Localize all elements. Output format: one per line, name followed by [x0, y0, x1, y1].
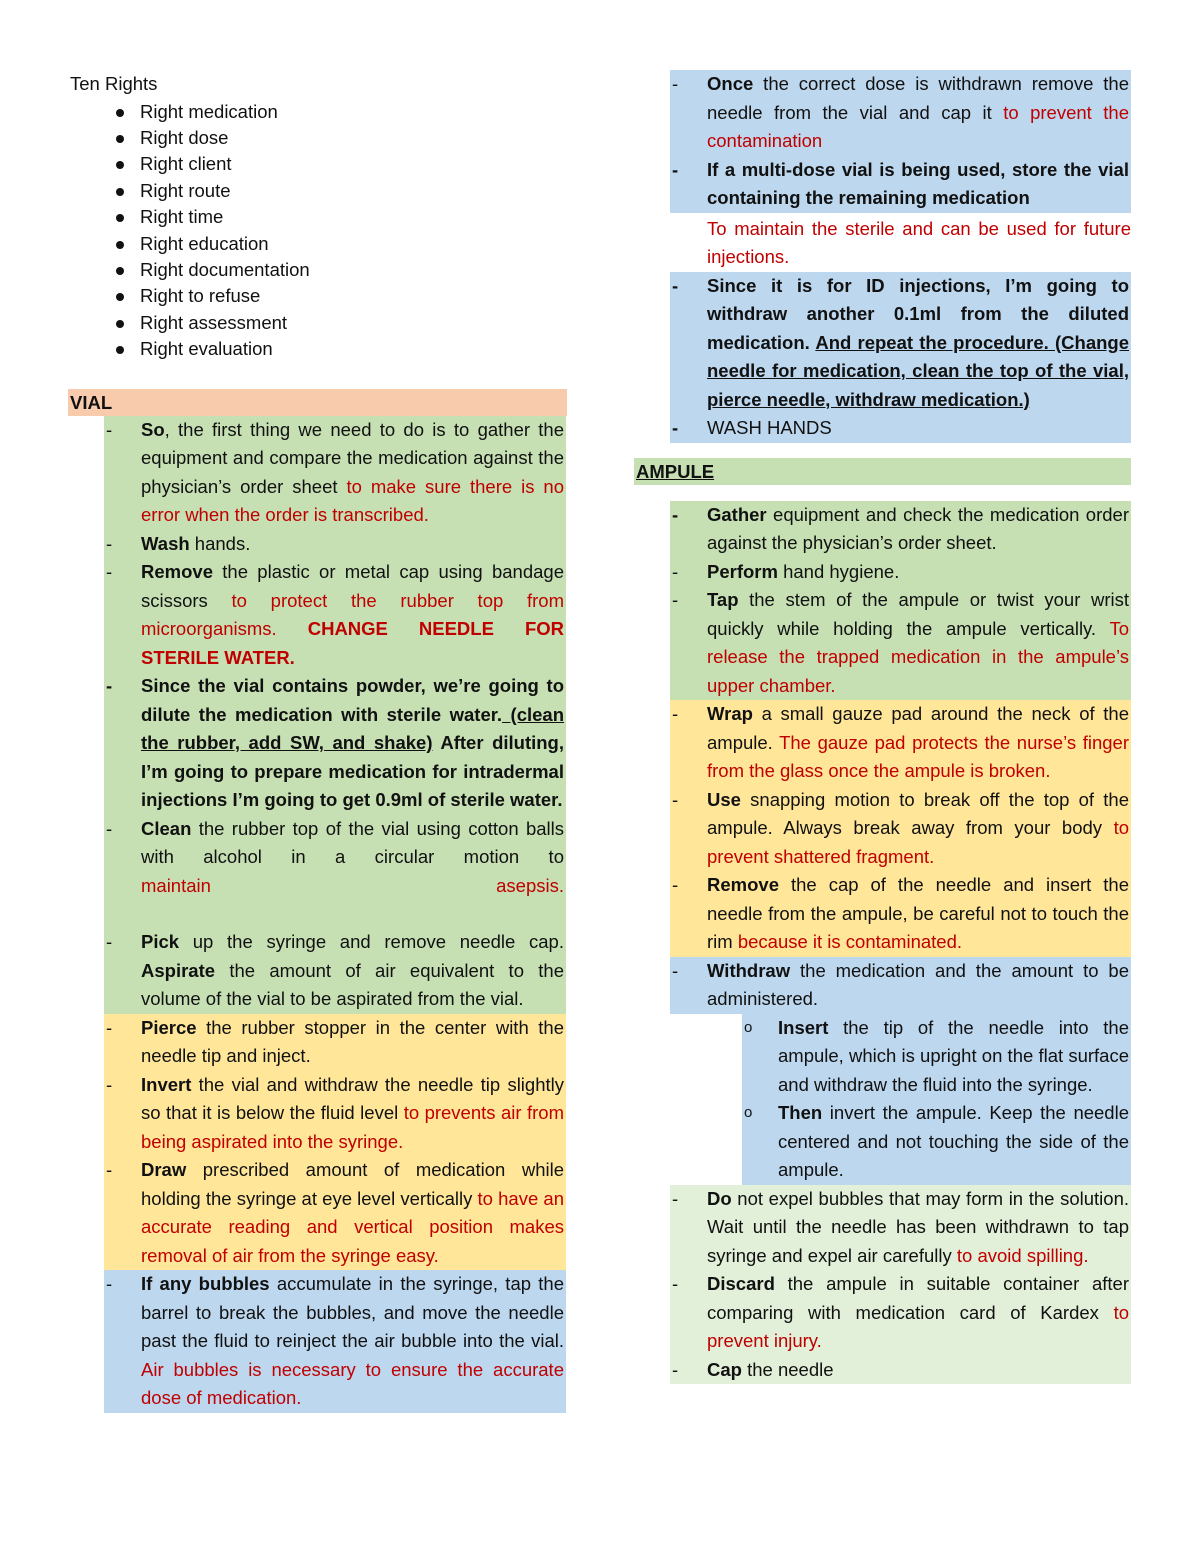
ampule-step-withdraw: - Withdraw the medication and the amount to be administered.	[670, 957, 1131, 1014]
vial-heading: VIAL	[68, 389, 567, 416]
ten-rights-title: Ten Rights	[70, 73, 158, 94]
list-item: Right evaluation	[68, 336, 568, 362]
vial-step-clean: - Clean the rubber top of the vial using cotton balls with alcohol in a circular motion to maintain asepsis.	[104, 815, 566, 929]
vial-step-cap: - Once the correct dose is withdrawn remove the needle from the vial and cap it to prevent the contamination	[670, 70, 1131, 156]
vial-step-wash: - Wash hands.	[104, 530, 566, 559]
ampule-step-wrap: - Wrap a small gauze pad around the neck of the ampule. The gauze pad protects the nurse’s finger from the glass once the ampule is broken.	[670, 700, 1131, 786]
ampule-step-cap-needle: - Cap the needle	[670, 1356, 1131, 1385]
ampule-substep-invert: o Then invert the ampule. Keep the needle centered and not touching the side of the ampule.	[742, 1099, 1131, 1185]
ten-rights-list	[68, 99, 568, 363]
vial-steps	[104, 416, 566, 1413]
list-item: Right client	[68, 151, 568, 177]
ampule-step-gather: - Gather equipment and check the medication order against the physician’s order sheet.	[670, 501, 1131, 558]
ampule-step-discard: - Discard the ampule in suitable container after comparing with medication card of Kardex to prevent injury.	[670, 1270, 1131, 1356]
vial-step-repeat: - Since it is for ID injections, I’m going to withdraw another 0.1ml from the diluted medication. And repeat the procedure. (Change needle for medication, clean the top of the vial, pierce needle, withdraw medication.)	[670, 272, 1131, 415]
right-column	[634, 70, 1131, 1384]
multidose-reason: To maintain the sterile and can be used for future injections.	[707, 217, 1131, 267]
ampule-steps	[670, 501, 1131, 1385]
vial-step-pick-syringe: - Pick up the syringe and remove needle cap. Aspirate the amount of air equivalent to the volume of the vial to be aspirated from the vial.	[104, 928, 566, 1014]
list-item: Right assessment	[68, 310, 568, 336]
vial-step-remove-cap: - Remove the plastic or metal cap using bandage scissors to protect the rubber top from microorganisms. CHANGE NEEDLE FOR STERILE WATER.	[104, 558, 566, 672]
vial-step-multidose: - If a multi-dose vial is being used, store the vial containing the remaining medication	[670, 156, 1131, 213]
list-item: Right medication	[68, 99, 568, 125]
vial-steps-continued	[670, 70, 1131, 443]
vial-step-invert: - Invert the vial and withdraw the needle tip slightly so that it is below the fluid level to prevents air from being aspirated into the syringe.	[104, 1071, 566, 1157]
ampule-step-snap: - Use snapping motion to break off the top of the ampule. Always break away from your body to prevent shattered fragment.	[670, 786, 1131, 872]
ampule-step-tap: - Tap the stem of the ampule or twist your wrist quickly while holding the ampule vertically. To release the trapped medication in the ampule’s upper chamber.	[670, 586, 1131, 700]
vial-step-bubbles: - If any bubbles accumulate in the syringe, tap the barrel to break the bubbles, and move the needle past the fluid to reinject the air bubble into the vial. Air bubbles is necessary to ensure the accurate dose of medication.	[104, 1270, 566, 1413]
vial-step-wash-hands: - WASH HANDS	[670, 414, 1131, 443]
list-item: Right to refuse	[68, 283, 568, 309]
list-item: Right documentation	[68, 257, 568, 283]
left-column	[68, 70, 568, 1413]
list-item: Right time	[68, 204, 568, 230]
ampule-step-bubbles: - Do not expel bubbles that may form in the solution. Wait until the needle has been withdrawn to tap syringe and expel air carefully to avoid spilling.	[670, 1185, 1131, 1271]
vial-step-draw: - Draw prescribed amount of medication while holding the syringe at eye level vertically to have an accurate reading and vertical position makes removal of air from the syringe easy.	[104, 1156, 566, 1270]
list-item: Right dose	[68, 125, 568, 151]
vial-step-pierce: - Pierce the rubber stopper in the center with the needle tip and inject.	[104, 1014, 566, 1071]
list-item: Right route	[68, 178, 568, 204]
ampule-step-hygiene: - Perform hand hygiene.	[670, 558, 1131, 587]
ampule-heading: AMPULE	[634, 458, 1131, 485]
vial-step-dilute: - Since the vial contains powder, we’re going to dilute the medication with sterile water. (clean the rubber, add SW, and shake) After diluting, I’m going to prepare medication for intradermal injections I’m going to get 0.9ml of sterile water.	[104, 672, 566, 815]
ampule-substep-insert: o Insert the tip of the needle into the ampule, which is upright on the flat surface and withdraw the fluid into the syringe.	[742, 1014, 1131, 1100]
list-item: Right education	[68, 231, 568, 257]
ampule-step-remove-cap: - Remove the cap of the needle and insert the needle from the ampule, be careful not to touch the rim because it is contaminated.	[670, 871, 1131, 957]
vial-step-gather: - So, the first thing we need to do is to gather the equipment and compare the medication against the physician’s order sheet to make sure there is no error when the order is transcribed.	[104, 416, 566, 530]
